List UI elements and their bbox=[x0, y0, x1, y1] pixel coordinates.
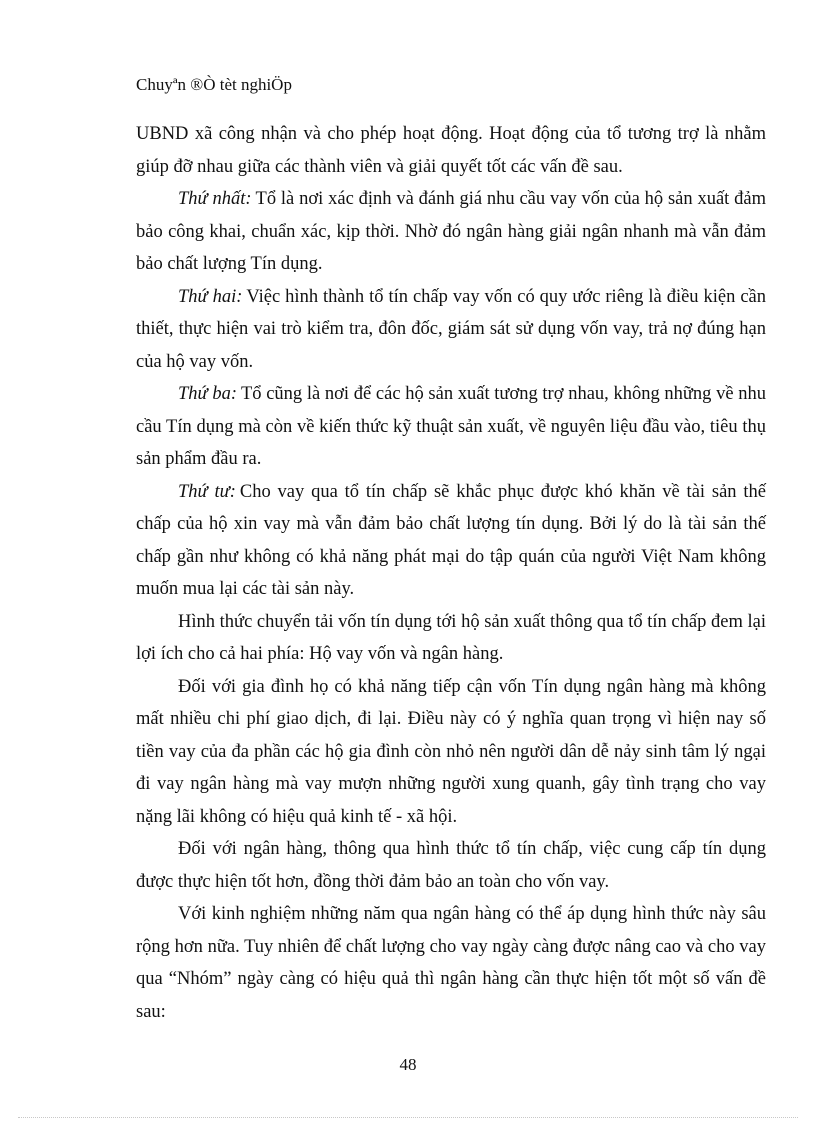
paragraph bbox=[136, 476, 766, 606]
paragraph bbox=[136, 606, 766, 671]
paragraph bbox=[136, 281, 766, 379]
paragraph-text: Đối với ngân hàng, thông qua hình thức tổ tín chấp, việc cung cấp tín dụng được thực hiện tốt hơn, đồng thời đảm bảo an toàn cho vốn vay. bbox=[136, 839, 766, 892]
paragraph-text: Cho vay qua tổ tín chấp sẽ khắc phục được khó khăn về tài sản thế chấp của hộ xin vay mà vẫn đảm bảo chất lượng tín dụng. Bởi lý do là tài sản thế chấp gần như không có khả năng phát mại do tập quán của người Việt Nam không muốn mua lại các tài sản này. bbox=[136, 481, 766, 599]
paragraph-text: UBND xã công nhận và cho phép hoạt động. Hoạt động của tổ tương trợ là nhằm giúp đỡ nhau giữa các thành viên và giải quyết tốt các vấn đề sau. bbox=[136, 124, 766, 177]
paragraph bbox=[136, 833, 766, 898]
page-bottom-divider bbox=[18, 1117, 798, 1118]
body-text bbox=[136, 118, 766, 1028]
paragraph bbox=[136, 898, 766, 1028]
paragraph-text: Đối với gia đình họ có khả năng tiếp cận vốn Tín dụng ngân hàng mà không mất nhiều chi phí giao dịch, đi lại. Điều này có ý nghĩa quan trọng vì hiện nay số tiền vay của đa phần các hộ gia đình còn nhỏ nên người dân dễ nảy sinh tâm lý ngại đi vay ngân hàng mà vay mượn những người xung quanh, gây tình trạng cho vay nặng lãi không có hiệu quả kinh tế - xã hội. bbox=[136, 676, 766, 827]
paragraph-lead: Thứ tư: bbox=[178, 481, 236, 502]
paragraph-text: Hình thức chuyển tải vốn tín dụng tới hộ sản xuất thông qua tổ tín chấp đem lại lợi ích cho cả hai phía: Hộ vay vốn và ngân hàng. bbox=[136, 611, 766, 664]
paragraph-lead: Thứ hai: bbox=[178, 286, 243, 307]
paragraph bbox=[136, 118, 766, 183]
paragraph-lead: Thứ nhất: bbox=[178, 189, 252, 209]
paragraph bbox=[136, 378, 766, 476]
paragraph bbox=[136, 183, 766, 281]
paragraph bbox=[136, 671, 766, 834]
paragraph-text: Với kinh nghiệm những năm qua ngân hàng có thể áp dụng hình thức này sâu rộng hơn nữa. Tuy nhiên để chất lượng cho vay ngày càng được nâng cao và cho vay qua “Nhóm” ngày càng có hiệu quả thì ngân hàng cần thực hiện tốt một số vấn đề sau: bbox=[136, 904, 766, 1022]
page-number: 48 bbox=[399, 1055, 417, 1074]
paragraph-lead: Thứ ba: bbox=[178, 384, 237, 404]
paragraph-text: Việc hình thành tổ tín chấp vay vốn có quy ước riêng là điều kiện cần thiết, thực hiện vai trò kiểm tra, đôn đốc, giám sát sử dụng vốn vay, trả nợ đúng hạn của hộ vay vốn. bbox=[136, 286, 766, 372]
paragraph-text: Tổ là nơi xác định và đánh giá nhu cầu vay vốn của hộ sản xuất đảm bảo công khai, chuẩn xác, kịp thời. Nhờ đó ngân hàng giải ngân nhanh mà vẫn đảm bảo chất lượng Tín dụng. bbox=[136, 189, 766, 274]
paragraph-text: Tổ cũng là nơi để các hộ sản xuất tương trợ nhau, không những về nhu cầu Tín dụng mà còn về kiến thức kỹ thuật sản xuất, về nguyên liệu đầu vào, tiêu thụ sản phẩm đầu ra. bbox=[136, 384, 767, 469]
running-header: Chuyªn ®Ò tèt nghiÖp bbox=[136, 75, 292, 94]
